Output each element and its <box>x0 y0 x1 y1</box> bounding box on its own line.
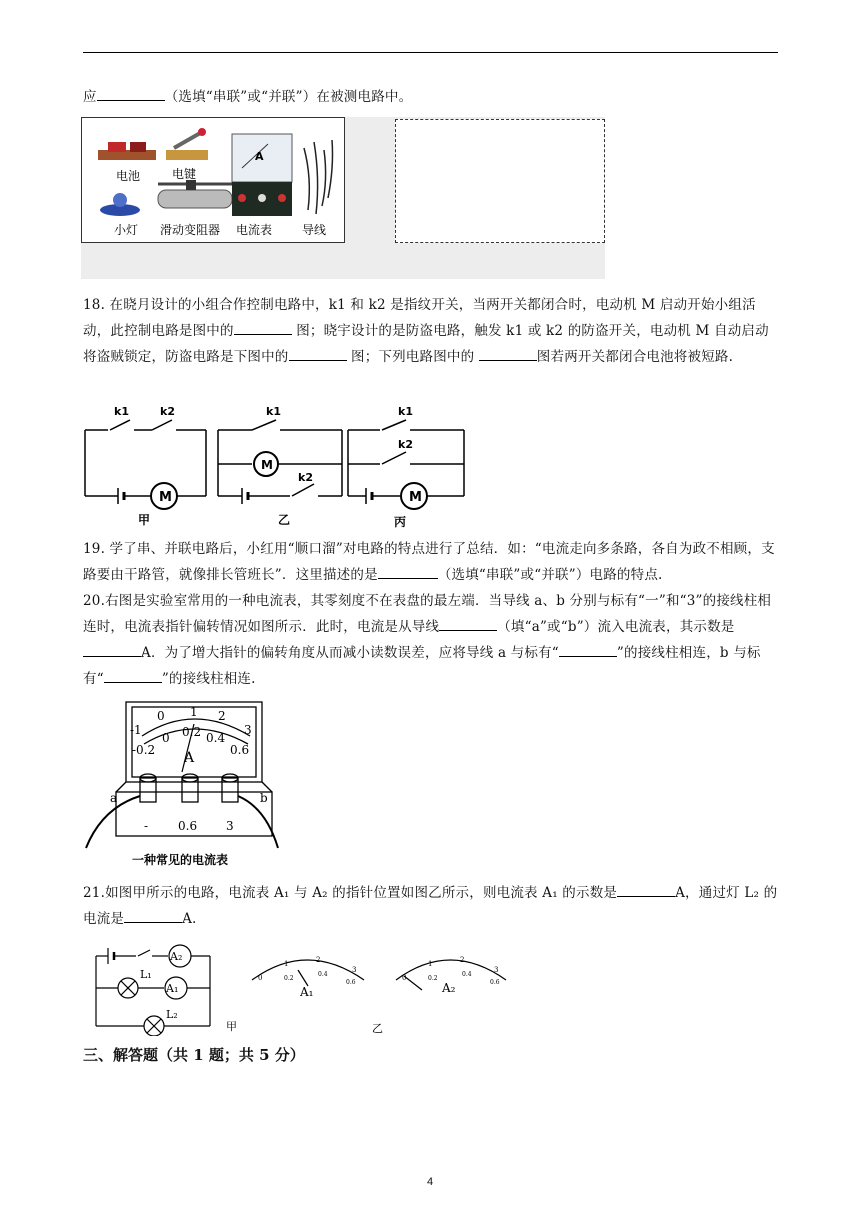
q21-yi-caption: 乙 <box>372 1022 383 1035</box>
yi-k1-label: k1 <box>266 405 281 418</box>
terminal-label: 0.6 <box>178 819 198 833</box>
rheostat-icon <box>158 180 232 208</box>
lamp-icon <box>100 193 140 216</box>
circuit-jia <box>85 420 206 509</box>
q21-blank-1 <box>617 882 675 897</box>
page-number: 4 <box>426 1176 434 1188</box>
a2-scale-label: 0 <box>402 974 407 982</box>
q18-circuits <box>80 400 470 534</box>
battery-icon <box>98 142 156 160</box>
l2-label: L₂ <box>166 1008 178 1021</box>
yi-k2-label: k2 <box>298 471 313 484</box>
a1-meter-label: A₁ <box>300 985 314 999</box>
a2-scale-label: 0.2 <box>428 975 438 982</box>
bing-k2-label: k2 <box>398 438 413 451</box>
lamp-label: 小灯 <box>114 223 139 237</box>
q17-line <box>83 84 780 110</box>
wire-label: 导线 <box>302 223 327 237</box>
q18-blank-1 <box>234 320 292 335</box>
jia-caption: 甲 <box>138 513 151 527</box>
battery-label: 电池 <box>116 169 141 183</box>
q18-text: 18. 在晓月设计的小组合作控制电路中，k1 和 k2 是指纹开关，当两开关都闭合时，电动机 M 启动开始小组活动，此控制电路是图中的 图；晓宇设计的是防盗电路，触发 k1 或 k2 的防盗开关，电动机 M 自动启动将盗贼锁定，防盗电路是下图中的 图；下列电路图中的 图若两开关都闭合电池将被短路. <box>83 297 769 365</box>
meter-unit-label: A <box>184 750 195 766</box>
q21-blank-2 <box>124 908 182 923</box>
bing-motor-label: M <box>409 490 422 505</box>
top-scale-label: 3 <box>244 723 252 737</box>
jia-k2-label: k2 <box>160 405 175 418</box>
components-illustration <box>82 118 344 242</box>
q20-blank-2 <box>83 642 141 657</box>
q17-blank <box>97 86 165 101</box>
q18-blank-3 <box>479 346 537 361</box>
a1-scale-label: 0.2 <box>284 975 294 982</box>
q17-prefix: 应 <box>83 89 97 105</box>
top-scale-label: 0 <box>157 709 165 723</box>
jia-k1-label: k1 <box>114 405 129 418</box>
q20-blank-3 <box>559 642 617 657</box>
a2-scale-label: 1 <box>428 960 433 968</box>
terminal-label: 3 <box>226 819 234 833</box>
bottom-scale-label: 0.4 <box>206 731 226 745</box>
yi-motor-label: M <box>261 458 273 472</box>
wire-b-label: b <box>260 791 268 805</box>
top-scale-label: -1 <box>130 723 142 737</box>
rheostat-label: 滑动变阻器 <box>160 223 221 237</box>
bing-caption: 丙 <box>394 515 407 529</box>
bottom-scale-label: -0.2 <box>132 743 156 757</box>
q17-figure <box>81 117 605 279</box>
q19-text: 19. 学了串、并联电路后，小红用“顺口溜”对电路的特点进行了总结．如：“电流走向多条路，各自为政不相顾，支路要由干路管，就像排长管班长”．这里描述的是 （选填“串联”或“并联”）电路的特点. <box>83 541 775 583</box>
q20-text: 20.右图是实验室常用的一种电流表，其零刻度不在表盘的最左端．当导线 a、b 分别与标有“一”和“3”的接线柱相连时，电流表指针偏转情况如图所示．此时，电流是从导线 （填“a”或“b”）流入电流表，其示数是A．为了增大指针的偏转角度从而减小读数误差，应将导线 a 与标有“ ”的接线柱相连，b 与标有“ ”的接线柱相连. <box>83 593 772 687</box>
header-rule <box>83 52 778 53</box>
q17-suffix: （选填“串联”或“并联”）在被测电路中。 <box>164 89 413 105</box>
key-switch-icon <box>166 128 208 160</box>
bottom-scale-label: 0.6 <box>230 743 250 757</box>
q20-blank-1 <box>439 616 497 631</box>
top-scale-label: 1 <box>190 705 198 719</box>
q20-ammeter-figure <box>82 698 282 873</box>
a1-circuit-label: A₁ <box>166 982 179 995</box>
jia-motor-label: M <box>159 490 172 505</box>
q21-text: 21.如图甲所示的电路，电流表 A₁ 与 A₂ 的指针位置如图乙所示，则电流表 A₁ 的示数是 A，通过灯 L₂ 的电流是 A. <box>83 880 780 932</box>
bottom-scale-label: 0 <box>162 731 170 745</box>
bing-k1-label: k1 <box>398 405 413 418</box>
a1-scale-label: 1 <box>284 960 289 968</box>
ammeter-icon <box>232 134 292 216</box>
a1-scale-label: 0 <box>258 974 263 982</box>
components-panel <box>81 117 345 243</box>
a1-scale-label: 3 <box>352 966 357 974</box>
q20-blank-4 <box>104 668 162 683</box>
q19-blank <box>378 564 438 579</box>
a2-scale-label: 0.6 <box>490 979 500 986</box>
q18-blank-2 <box>289 346 347 361</box>
section-heading: 三、解答题（共 1 题；共 5 分） <box>83 1046 305 1064</box>
a1-scale-label: 2 <box>316 956 321 964</box>
wire-icon <box>304 140 333 214</box>
q21-figures <box>82 936 512 1036</box>
a2-scale-label: 0.4 <box>462 971 472 978</box>
meter-letter-label: A <box>255 150 264 163</box>
bottom-scale-label: 0.2 <box>182 725 202 739</box>
meter-caption: 一种常见的电流表 <box>132 853 229 867</box>
ammeter-label: 电流表 <box>236 223 273 237</box>
key-label: 电键 <box>172 167 197 181</box>
a2-scale-label: 3 <box>494 966 499 974</box>
q21-jia-caption: 甲 <box>226 1020 237 1033</box>
circuit-yi <box>218 420 342 504</box>
yi-caption: 乙 <box>278 513 291 527</box>
drawing-box <box>395 119 605 243</box>
wire-a-label: a <box>110 791 118 805</box>
l1-label: L₁ <box>140 968 152 981</box>
a2-circuit-label: A₂ <box>170 950 183 963</box>
circuit-bing <box>348 420 464 509</box>
a1-scale-label: 0.4 <box>318 971 328 978</box>
top-scale-label: 2 <box>218 709 226 723</box>
a2-meter-label: A₂ <box>442 981 456 995</box>
a1-scale-label: 0.6 <box>346 979 356 986</box>
terminal-label: - <box>144 819 149 833</box>
a2-scale-label: 2 <box>460 956 465 964</box>
